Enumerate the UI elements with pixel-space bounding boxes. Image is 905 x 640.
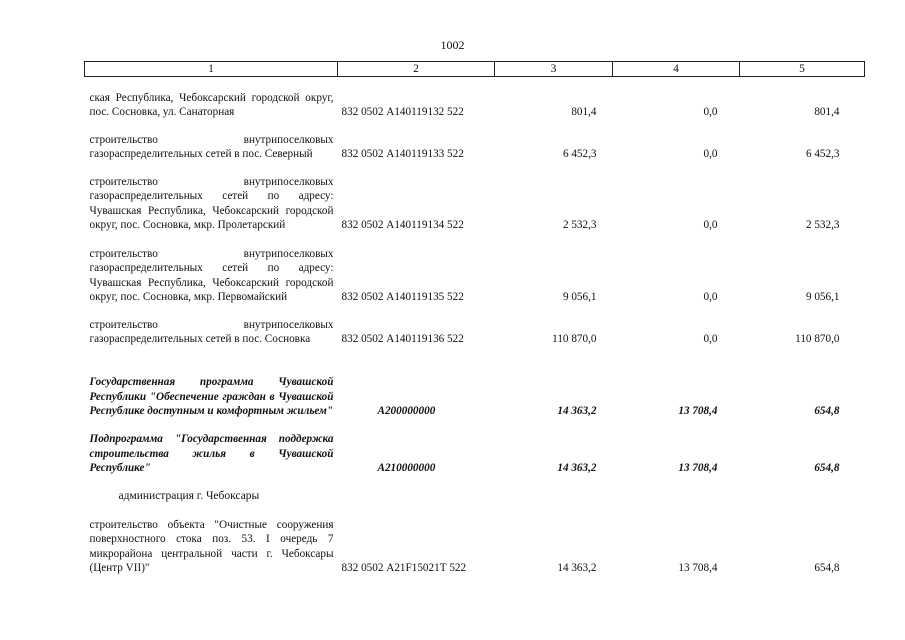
row-value-col4: 0,0 (703, 106, 718, 119)
row-value-col5: 654,8 (814, 462, 840, 475)
row-value-col4: 13 708,4 (678, 405, 718, 418)
row-value-col3: 9 056,1 (562, 291, 597, 304)
table-row (85, 305, 865, 347)
column-header-1: 1 (85, 62, 338, 77)
row-value-col3: 14 363,2 (557, 562, 597, 575)
row-description: строительство объекта "Очистные сооружения поверхностного стока поз. 53. I очередь 7 микрорайона центральной части г. Чебоксары (Центр VII)" (89, 518, 334, 575)
row-code: А200000000 (377, 405, 436, 418)
row-value-col5: 6 452,3 (805, 148, 840, 161)
row-description: администрация г. Чебоксары (118, 490, 260, 503)
row-description: Государственная программа Чувашской Республики "Обеспечение граждан в Чувашской Республике доступным и комфортным жильем" (89, 376, 334, 418)
row-value-col5: 110 870,0 (795, 333, 840, 346)
row-value-col4: 13 708,4 (678, 562, 718, 575)
table-row (85, 504, 865, 576)
row-code: 832 0502 А21F15021Т 522 (341, 562, 467, 575)
row-value-col4: 0,0 (703, 333, 718, 346)
row-value-col3: 6 452,3 (562, 148, 597, 161)
row-description: строительство внутрипоселковых газораспределительных сетей по адресу: Чувашская Республика, Чебоксарский городской округ, пос. Сосновка, мкр. Пролетарский (89, 175, 334, 232)
row-code: 832 0502 А140119134 522 (341, 219, 464, 232)
column-header-4: 4 (613, 62, 740, 77)
row-value-col5: 654,8 (814, 405, 840, 418)
column-header-2: 2 (338, 62, 495, 77)
row-description: ская Республика, Чебоксарский городской округ, пос. Сосновка, ул. Санаторная (89, 91, 334, 119)
row-code: А210000000 (377, 462, 436, 475)
row-value-col3: 801,4 (571, 106, 597, 119)
row-code: 832 0502 А140119136 522 (341, 333, 464, 346)
row-value-col5: 801,4 (814, 106, 840, 119)
table-row (85, 162, 865, 233)
row-value-col3: 14 363,2 (557, 462, 597, 475)
row-value-col3: 14 363,2 (557, 405, 597, 418)
page-number: 1002 (440, 38, 465, 52)
table-row-program (85, 347, 865, 419)
row-code: 832 0502 А140119132 522 (341, 106, 464, 119)
row-value-col4: 13 708,4 (678, 462, 718, 475)
row-code: 832 0502 А140119135 522 (341, 291, 464, 304)
row-value-col5: 2 532,3 (805, 219, 840, 232)
row-description: строительство внутрипоселковых газораспределительных сетей в пос. Сосновка (89, 318, 334, 346)
row-code: 832 0502 А140119133 522 (341, 148, 464, 161)
table-row (85, 233, 865, 305)
table-row (85, 77, 865, 120)
row-value-col3: 2 532,3 (562, 219, 597, 232)
budget-table (84, 61, 865, 576)
row-value-col4: 0,0 (703, 219, 718, 232)
row-value-col5: 654,8 (814, 562, 840, 575)
table-row (85, 120, 865, 162)
column-header-3: 3 (495, 62, 613, 77)
row-value-col5: 9 056,1 (805, 291, 840, 304)
column-header-5: 5 (740, 62, 865, 77)
row-value-col3: 110 870,0 (552, 333, 597, 346)
row-description: Подпрограмма "Государственная поддержка строительства жилья в Чувашской Республике" (89, 433, 334, 475)
table-row-subprogram (85, 419, 865, 476)
row-description: строительство внутрипоселковых газораспределительных сетей в пос. Северный (89, 133, 334, 161)
row-description: строительство внутрипоселковых газораспределительных сетей по адресу: Чувашская Республика, Чебоксарский городской округ, пос. Сосновка, мкр. Первомайский (89, 247, 334, 304)
table-row-administrator (85, 476, 865, 504)
row-value-col4: 0,0 (703, 291, 718, 304)
row-value-col4: 0,0 (703, 148, 718, 161)
table-header-row (85, 62, 865, 77)
